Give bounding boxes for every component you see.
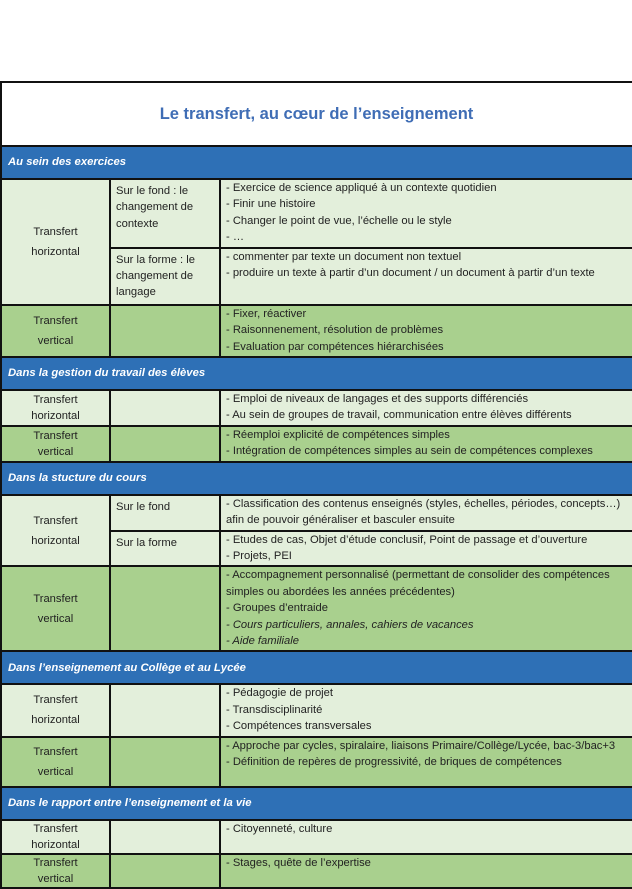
section-header-row	[1, 462, 632, 495]
section-header: Dans la stucture du cours	[1, 462, 632, 495]
list-item: - Réemploi explicité de compétences simples	[226, 428, 450, 441]
table-row	[1, 566, 632, 651]
table-row	[1, 684, 632, 736]
list-item: - Projets, PEI	[226, 549, 292, 562]
transfer-label: Transfert	[33, 822, 78, 835]
document-title-cell	[1, 82, 632, 146]
items-cell	[220, 248, 632, 305]
section-header-row	[1, 651, 632, 684]
list-item: - Stages, quête de l’expertise	[226, 856, 371, 869]
subcategory-cell: Sur la forme	[110, 531, 220, 567]
items-cell	[220, 531, 632, 567]
transfer-type-cell	[1, 684, 110, 736]
list-item: - Changer le point de vue, l’échelle ou le style	[226, 214, 452, 227]
list-item: - Raisonnenement, résolution de problèmes	[226, 324, 444, 337]
list-item: - Intégration de compétences simples au sein de compétences complexes	[226, 445, 593, 458]
list-item: - Emploi de niveaux de langages et des supports différenciés	[226, 393, 529, 406]
section-header-row	[1, 787, 632, 820]
list-item: - Citoyenneté, culture	[226, 822, 333, 835]
section-header-row	[1, 146, 632, 179]
transfer-type-cell	[1, 566, 110, 651]
items-cell	[220, 495, 632, 531]
subcategory-cell: Sur le fond	[110, 495, 220, 531]
transfer-label: horizontal	[31, 714, 80, 727]
transfer-label: Transfert	[33, 429, 78, 442]
transfer-type-cell	[1, 737, 110, 787]
subcategory-cell	[110, 566, 220, 651]
items-cell	[220, 426, 632, 462]
transfer-label: vertical	[37, 612, 74, 625]
transfer-label: Transfert	[33, 225, 78, 238]
list-item: - Etudes de cas, Objet d’étude conclusif, Point de passage et d’ouverture	[226, 533, 588, 546]
table-row	[1, 390, 632, 426]
transfer-label: vertical	[37, 445, 74, 458]
table-row	[1, 854, 632, 888]
subcategory-cell	[110, 737, 220, 787]
transfer-label: vertical	[37, 765, 74, 778]
transfer-label: vertical	[37, 872, 74, 885]
list-item: - Groupes d’entraide	[226, 602, 328, 615]
items-cell	[220, 390, 632, 426]
list-item: - Approche par cycles, spiralaire, liaisons Primaire/Collège/Lycée, bac-3/bac+3	[226, 739, 616, 752]
transfer-label: Transfert	[33, 514, 78, 527]
transfer-type-cell	[1, 390, 110, 426]
title-row	[1, 82, 632, 146]
list-item: - Transdisciplinarité	[226, 703, 323, 716]
transfer-label: Transfert	[33, 393, 78, 406]
items-cell	[220, 820, 632, 854]
table-row	[1, 495, 632, 531]
list-item: - Définition de repères de progressivité, de briques de compétences	[226, 755, 562, 768]
transfer-type-cell	[1, 179, 110, 305]
table-row	[1, 820, 632, 854]
section-header: Dans la gestion du travail des élèves	[1, 357, 632, 390]
list-item: - …	[226, 231, 245, 244]
table-row	[1, 426, 632, 462]
list-item: - Evaluation par compétences hiérarchisées	[226, 340, 444, 353]
table-row	[1, 737, 632, 787]
list-item: - commenter par texte un document non textuel	[226, 250, 462, 263]
transfer-label: Transfert	[33, 314, 78, 327]
list-item: - Pédagogie de projet	[226, 687, 333, 700]
list-item: - produire un texte à partir d’un document / un document à partir d’un texte	[226, 267, 595, 280]
subcategory-cell: Sur le fond : le changement de contexte	[110, 179, 220, 248]
transfer-type-cell	[1, 495, 110, 567]
transfer-type-cell	[1, 305, 110, 357]
list-item: - Compétences transversales	[226, 720, 372, 733]
transfer-label: horizontal	[31, 838, 80, 851]
subcategory-cell	[110, 426, 220, 462]
table-row	[1, 179, 632, 248]
transfer-type-cell	[1, 854, 110, 888]
list-item: - Accompagnement personnalisé (permettant de consolider des compétences simples ou abordées les années précédentes)	[226, 569, 610, 598]
items-cell	[220, 854, 632, 888]
list-item: - Exercice de science appliqué à un contexte quotidien	[226, 182, 497, 194]
section-header: Dans le rapport entre l’enseignement et la vie	[1, 787, 632, 820]
transfer-type-cell	[1, 820, 110, 854]
list-item: - Au sein de groupes de travail, communication entre élèves différents	[226, 409, 572, 422]
items-cell	[220, 684, 632, 736]
subcategory-cell	[110, 305, 220, 357]
transfer-label: horizontal	[31, 245, 80, 258]
transfer-table	[0, 81, 632, 889]
transfer-label: Transfert	[33, 694, 78, 707]
subcategory-cell	[110, 684, 220, 736]
list-item: - Fixer, réactiver	[226, 307, 307, 320]
items-cell	[220, 305, 632, 357]
items-cell	[220, 737, 632, 787]
items-cell	[220, 566, 632, 651]
section-header-row	[1, 357, 632, 390]
transfer-type-cell	[1, 426, 110, 462]
transfer-document	[0, 81, 632, 889]
transfer-label: vertical	[37, 334, 74, 347]
transfer-label: horizontal	[31, 409, 80, 422]
subcategory-cell	[110, 390, 220, 426]
subcategory-cell	[110, 854, 220, 888]
transfer-label: Transfert	[33, 592, 78, 605]
transfer-label: Transfert	[33, 856, 78, 869]
list-item: - Cours particuliers, annales, cahiers de vacances	[226, 618, 474, 631]
subcategory-cell: Sur la forme : le changement de langage	[110, 248, 220, 305]
table-row	[1, 305, 632, 357]
document-title: Le transfert, au cœur de l’enseignement	[159, 104, 474, 123]
transfer-label: Transfert	[33, 745, 78, 758]
items-cell	[220, 179, 632, 248]
section-header: Dans l’enseignement au Collège et au Lycée	[1, 651, 632, 684]
list-item: - Finir une histoire	[226, 198, 316, 211]
section-header: Au sein des exercices	[1, 146, 632, 179]
list-item: - Aide familiale	[226, 634, 299, 647]
transfer-label: horizontal	[31, 534, 80, 547]
list-item: - Classification des contenus enseignés (styles, échelles, périodes, concepts…) afin de pouvoir généraliser et basculer ensuite	[226, 497, 621, 527]
subcategory-cell	[110, 820, 220, 854]
